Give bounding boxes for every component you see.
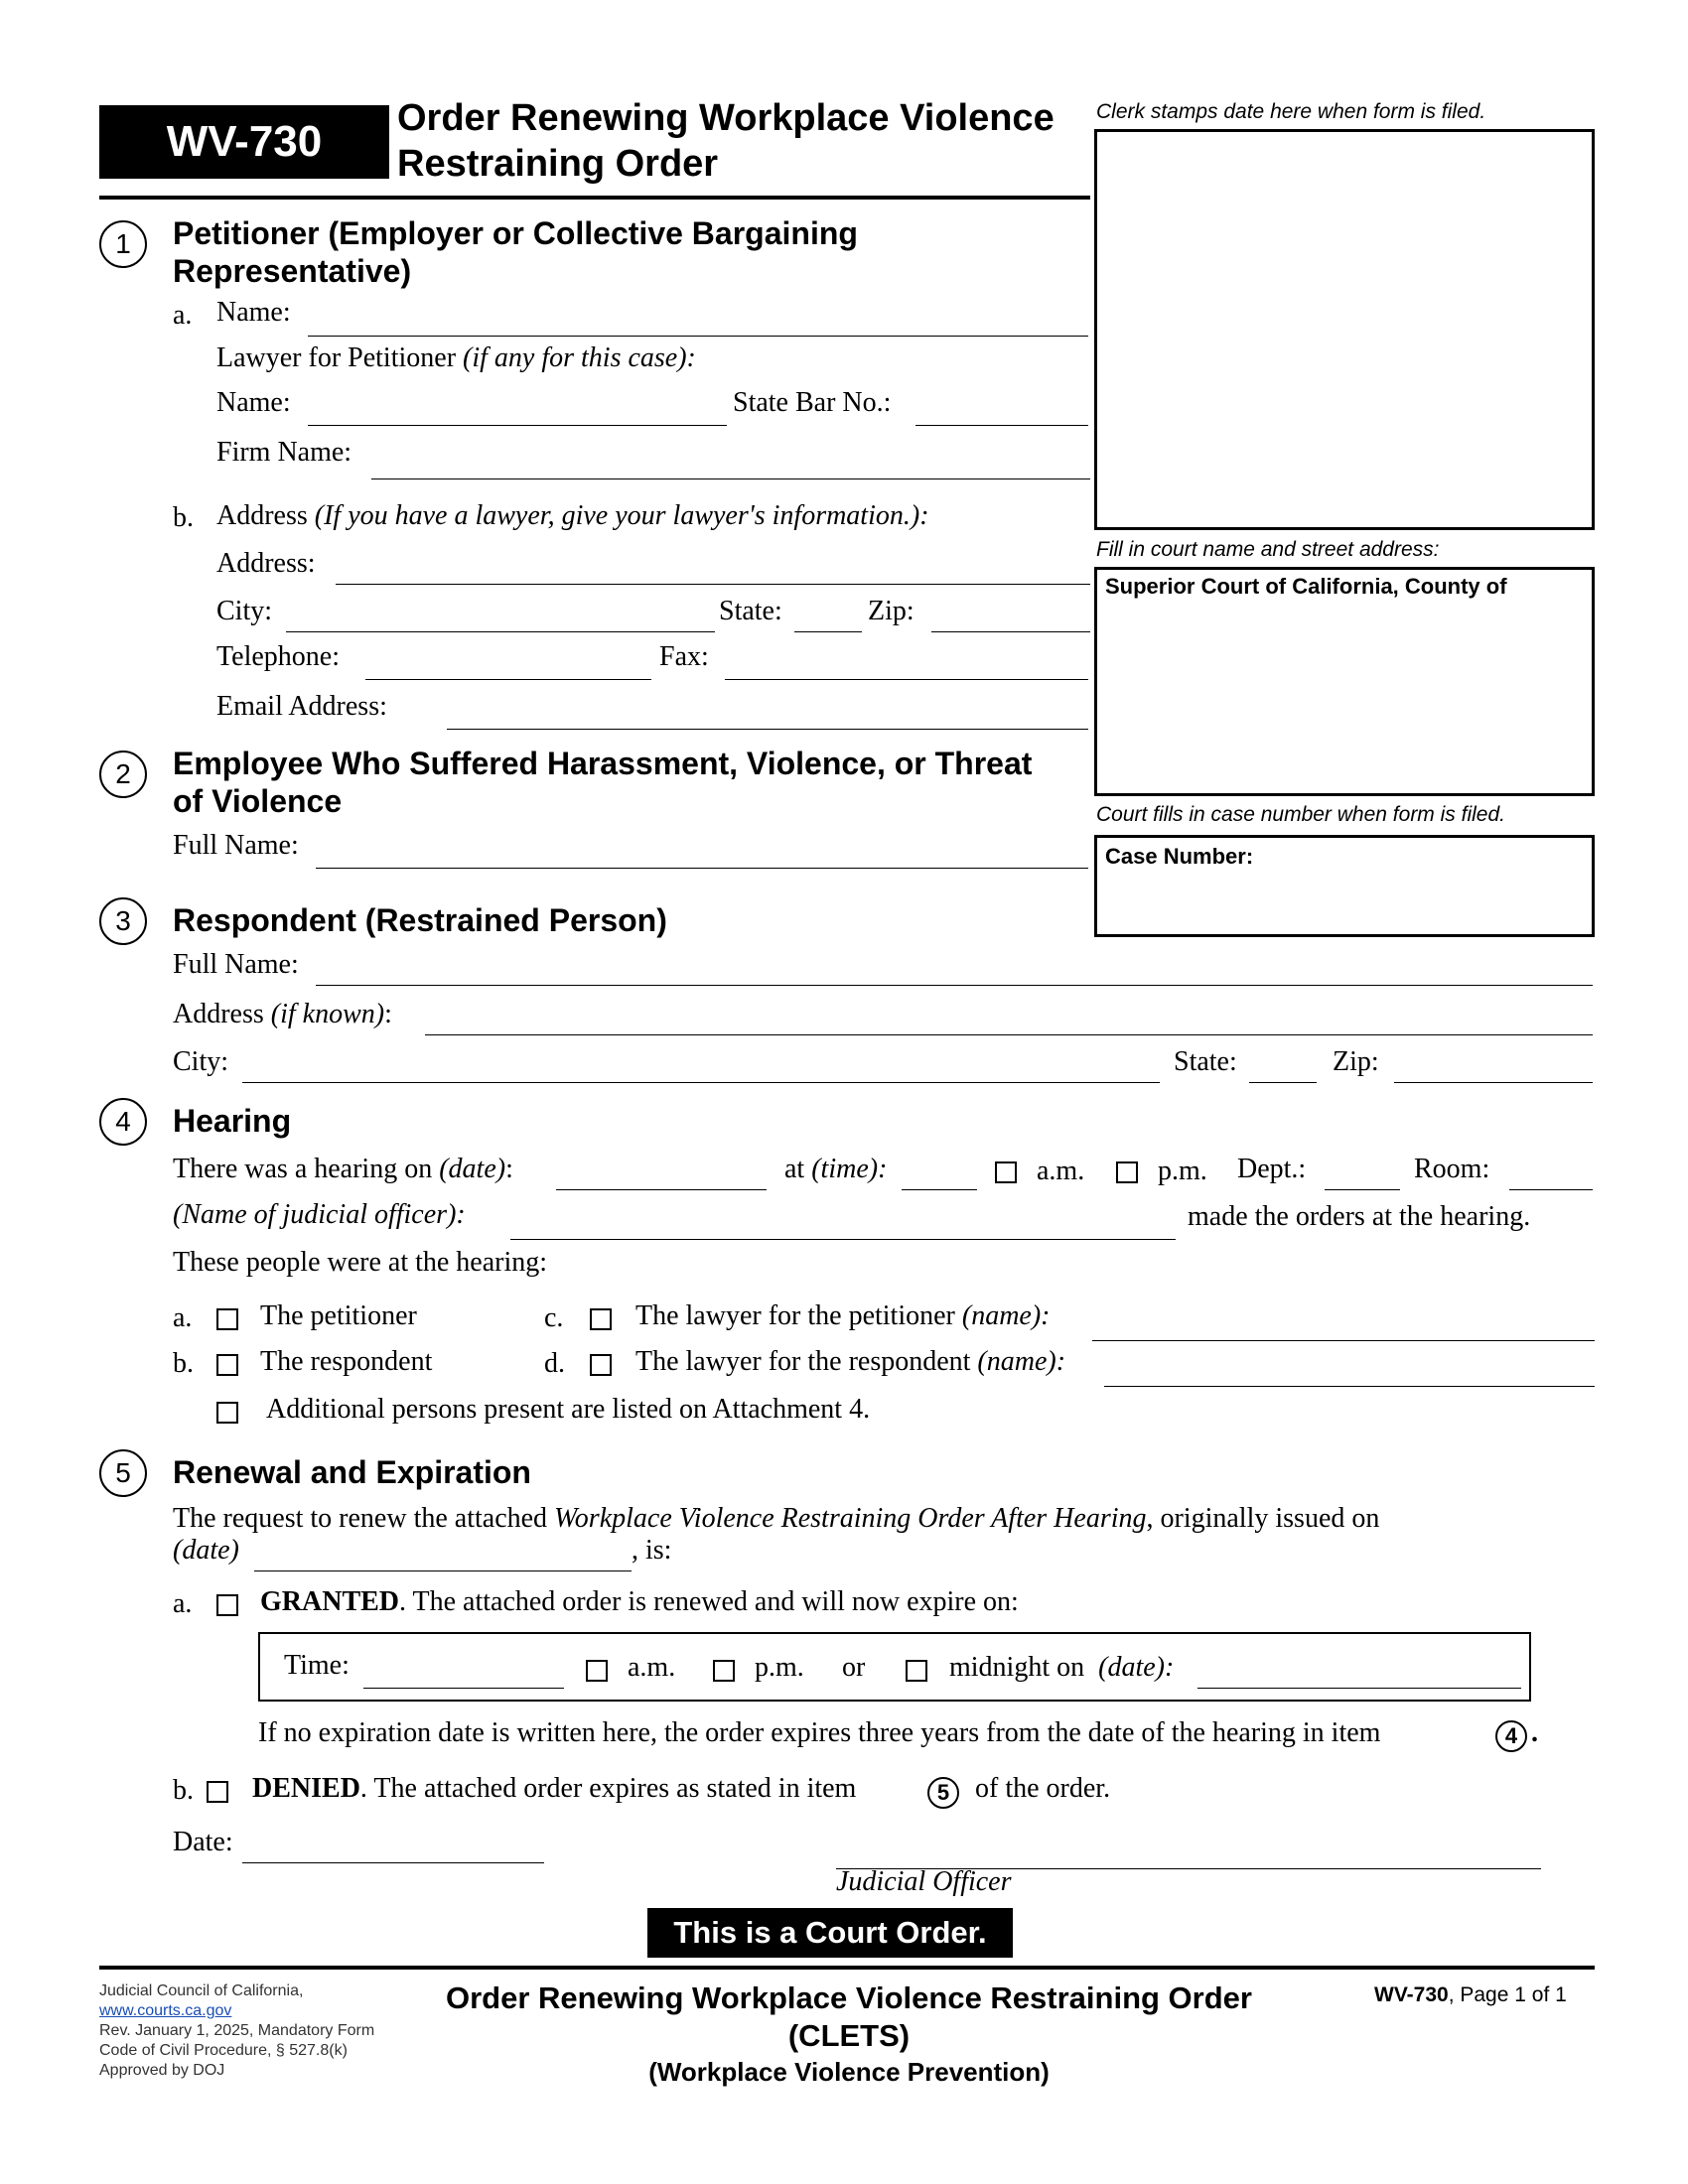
section-4-title: Hearing [173,1103,292,1139]
s3-state-label: State: [1174,1046,1237,1077]
s4-am-label: a.m. [1037,1156,1085,1186]
section-5-title: Renewal and Expiration [173,1454,531,1490]
s4-at-label: at (time): [784,1154,888,1184]
judicial-officer-signature-field[interactable] [836,1839,1541,1869]
expiration-pm-checkbox[interactable] [713,1660,735,1682]
respondent-city-field[interactable] [242,1052,1160,1083]
respondent-full-name-field[interactable] [316,955,1593,986]
s5-granted-text: GRANTED. The attached order is renewed and will now expire on: [260,1586,1019,1617]
s1-firm-label: Firm Name: [216,437,352,468]
court-address-note: Fill in court name and street address: [1096,538,1440,561]
petitioner-city-field[interactable] [286,602,715,632]
s4-d-marker: d. [544,1348,565,1379]
denied-checkbox[interactable] [207,1781,228,1803]
s2-full-name-label: Full Name: [173,830,299,861]
s1-fax-label: Fax: [659,641,709,672]
s1-name-label: Name: [216,297,291,328]
s4-room-label: Room: [1414,1154,1490,1184]
petitioner-fax-field[interactable] [725,649,1088,680]
s4-b-marker: b. [173,1348,194,1379]
form-id: WV-730 [166,117,323,166]
expiration-am-checkbox[interactable] [586,1660,608,1682]
court-address-box[interactable] [1094,567,1595,796]
firm-name-field[interactable] [371,449,1090,479]
petitioner-email-field[interactable] [447,699,1088,730]
s1-lawyer-label: Lawyer for Petitioner (if any for this case): [216,342,696,373]
s5-or-label: or [842,1652,866,1683]
s1-lawyer-name-label: Name: [216,387,291,418]
state-bar-number-field[interactable] [915,395,1088,426]
section-2-number: 2 [99,751,147,798]
s5-b-marker: b. [173,1775,194,1806]
footer-title-line1: Order Renewing Workplace Violence Restraining Order [446,1980,1252,2015]
case-number-label: Case Number: [1105,844,1254,869]
petitioner-address-field[interactable] [336,554,1090,585]
s5-no-expiration-text: If no expiration date is written here, the order expires three years from the date of the hearing in item [258,1717,1381,1748]
s4-dept-label: Dept.: [1237,1154,1307,1184]
s1-city-label: City: [216,596,273,626]
s1-email-label: Email Address: [216,691,387,722]
form-title-line1: Order Renewing Workplace Violence [397,97,1055,139]
s1-telephone-label: Telephone: [216,641,340,672]
footer-left-info [99,1981,374,2081]
s5-a-marker: a. [173,1588,193,1619]
s1-address-label: Address: [216,548,316,579]
petitioner-name-field[interactable] [308,306,1088,337]
section-1-title: Petitioner (Employer or Collective Bargaining Representative) [173,215,858,289]
s5-date-label: (date) [173,1535,239,1566]
clerk-stamp-box [1094,129,1595,530]
respondent-lawyer-present-checkbox[interactable] [590,1354,612,1376]
section-3-number: 3 [99,897,147,945]
granted-checkbox[interactable] [216,1594,238,1616]
item-4-reference: 4 [1495,1720,1527,1752]
s4-made-orders-label: made the orders at the hearing. [1188,1201,1531,1232]
hearing-pm-checkbox[interactable] [1116,1161,1138,1183]
expiration-time-field[interactable] [363,1658,564,1689]
s1-state-label: State: [719,596,782,626]
s4-hearing-on-label: There was a hearing on (date): [173,1154,513,1184]
s5-denied-text: DENIED. The attached order expires as stated in item [252,1773,857,1804]
petitioner-present-checkbox[interactable] [216,1308,238,1330]
header-rule [99,196,1090,200]
footer-page-info: WV-730, Page 1 of 1 [1374,1983,1567,2006]
s3-address-label: Address (if known): [173,999,392,1029]
respondent-zip-field[interactable] [1394,1052,1593,1083]
form-title [397,95,1055,187]
section-2-title: Employee Who Suffered Harassment, Violence, or Threat of Violence [173,746,1033,819]
footer-council: Judicial Council of California, [99,1982,304,1999]
s5-date-signature-label: Date: [173,1827,233,1857]
s4-judicial-officer-label: (Name of judicial officer): [173,1199,466,1230]
s4-a-label: The petitioner [260,1300,417,1331]
s5-am-label: a.m. [628,1652,676,1683]
petitioner-lawyer-present-checkbox[interactable] [590,1308,612,1330]
s5-judicial-officer-label: Judicial Officer [836,1866,1012,1897]
s5-of-order: of the order. [975,1773,1111,1804]
order-date-field[interactable] [242,1833,544,1863]
lawyer-name-field[interactable] [308,395,727,426]
footer-title [397,1979,1301,2089]
case-number-note: Court fills in case number when form is filed. [1096,803,1505,826]
respondent-lawyer-name-field[interactable] [1104,1356,1595,1387]
s5-is-label: , is: [632,1535,672,1566]
s5-pm-label: p.m. [755,1652,804,1683]
respondent-state-field[interactable] [1249,1052,1317,1083]
footer-website-link[interactable]: www.courts.ca.gov [99,2002,232,2019]
footer-rule [99,1966,1595,1970]
respondent-address-field[interactable] [425,1005,1593,1035]
s1-address-heading: Address (If you have a lawyer, give your lawyer's information.): [216,500,929,531]
s4-c-label: The lawyer for the petitioner (name): [635,1300,1051,1331]
footer-code: Code of Civil Procedure, § 527.8(k) [99,2042,348,2059]
footer-approved: Approved by DOJ [99,2062,225,2079]
hearing-dept-field[interactable] [1325,1160,1400,1190]
s1-zip-label: Zip: [868,596,914,626]
section-1-number: 1 [99,220,147,268]
petitioner-lawyer-name-field[interactable] [1092,1310,1595,1341]
form-title-line2: Restraining Order [397,143,719,185]
additional-persons-checkbox[interactable] [216,1402,238,1424]
s4-b-label: The respondent [260,1346,433,1377]
s1-a-marker: a. [173,300,193,331]
s3-city-label: City: [173,1046,229,1077]
s3-full-name-label: Full Name: [173,949,299,980]
s3-zip-label: Zip: [1333,1046,1379,1077]
hearing-am-checkbox[interactable] [995,1161,1017,1183]
section-3-title: Respondent (Restrained Person) [173,902,667,938]
judicial-officer-name-field[interactable] [510,1209,1176,1240]
case-number-box[interactable] [1094,835,1595,937]
s1-bar-label: State Bar No.: [733,387,892,418]
s1-b-marker: b. [173,502,194,533]
s5-midnight-label: midnight on (date): [949,1652,1175,1683]
employee-full-name-field[interactable] [316,838,1088,869]
s4-d-label: The lawyer for the respondent (name): [635,1346,1066,1377]
clerk-stamp-note: Clerk stamps date here when form is filed. [1096,100,1486,123]
expiration-midnight-checkbox[interactable] [906,1660,927,1682]
section-5-number: 5 [99,1449,147,1497]
item-5-reference: 5 [927,1777,959,1809]
respondent-present-checkbox[interactable] [216,1354,238,1376]
section-4-number: 4 [99,1098,147,1146]
expiration-date-field[interactable] [1197,1658,1521,1689]
footer-revision: Rev. January 1, 2025, Mandatory Form [99,2022,375,2039]
hearing-date-field[interactable] [556,1160,767,1190]
s4-people-label: These people were at the hearing: [173,1247,548,1278]
footer-subtitle: (Workplace Violence Prevention) [648,2057,1050,2087]
s4-a-marker: a. [173,1302,193,1333]
s4-pm-label: p.m. [1158,1156,1207,1186]
s4-c-marker: c. [544,1302,564,1333]
original-issue-date-field[interactable] [254,1541,632,1571]
hearing-time-field[interactable] [902,1160,977,1190]
form-id-badge [99,105,389,179]
hearing-room-field[interactable] [1509,1160,1593,1190]
s5-period: . [1531,1717,1538,1748]
s4-additional-label: Additional persons present are listed on Attachment 4. [266,1394,871,1425]
s5-request-text: The request to renew the attached Workplace Violence Restraining Order After Hearing, originally issued on [173,1503,1380,1534]
petitioner-zip-field[interactable] [931,602,1090,632]
court-order-banner: This is a Court Order. [647,1908,1013,1958]
footer-title-line2: (CLETS) [787,2018,911,2053]
s5-time-label: Time: [284,1650,350,1681]
petitioner-state-field[interactable] [794,602,862,632]
court-name-label: Superior Court of California, County of [1105,574,1507,599]
petitioner-telephone-field[interactable] [365,649,651,680]
